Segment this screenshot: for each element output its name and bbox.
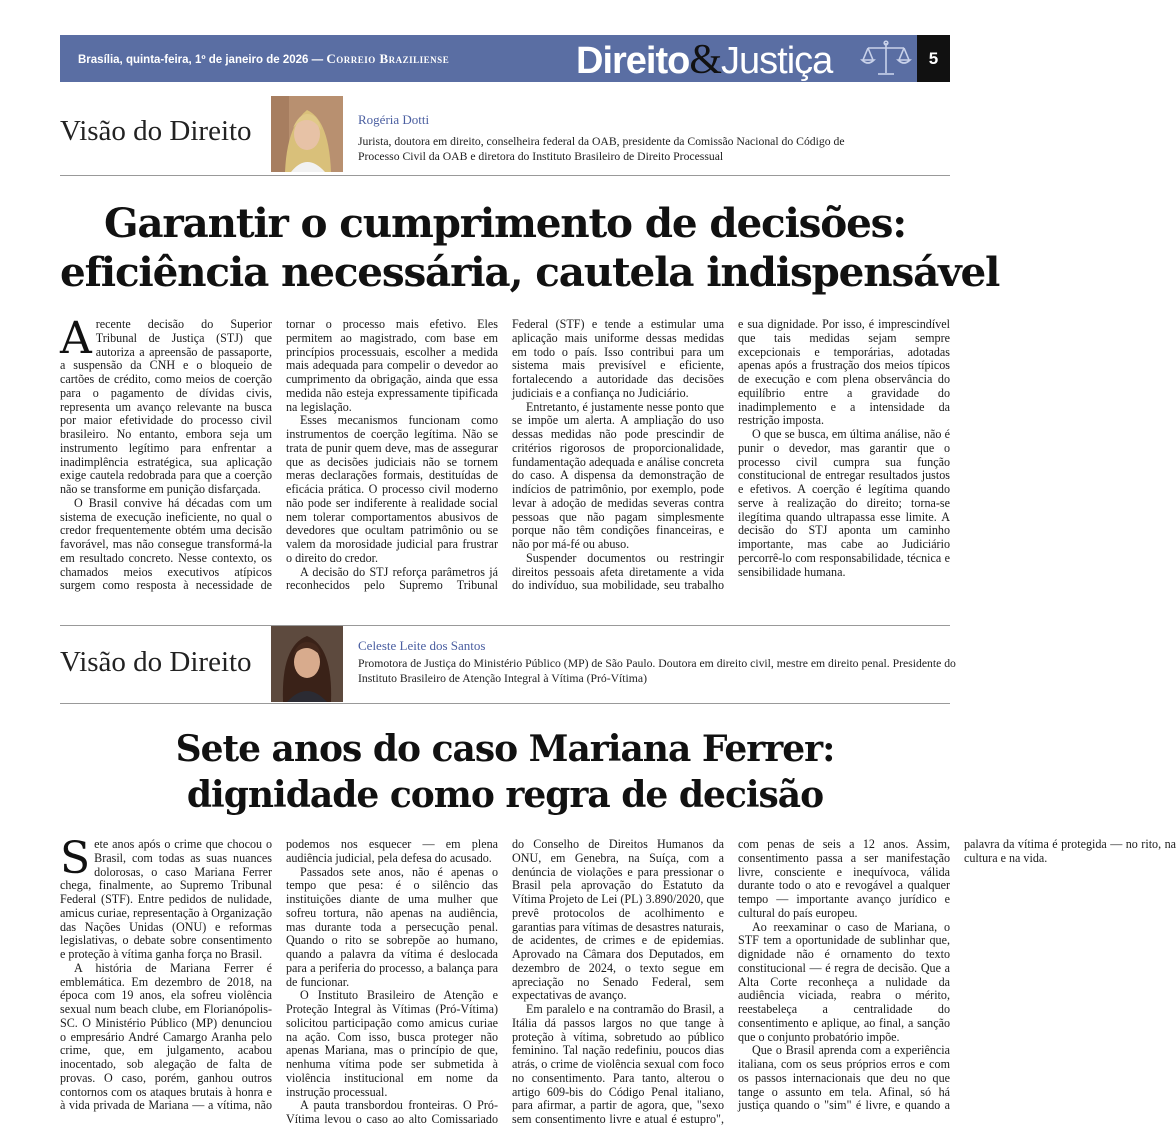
paragraph: Suspender documentos ou restringir direitos pessoais afeta diretamente a vida do indivíduo, sua mobilidade, seu trabalho e sua dignidade. Por isso, é imprescindível que tais medidas sejam sempre excepcionais e temporárias, adotadas apenas após a frustração dos meios típicos de execução e com plena observância do equilíbrio entre a gravidade do inadimplemento e a intensidade da restrição imposta. bbox=[512, 317, 950, 593]
author-portrait-image bbox=[271, 96, 343, 172]
section-title bbox=[576, 36, 832, 84]
author-bio: Jurista, doutora em direito, conselheira federal da OAB, presidente da Comissão Nacional do Código de Processo Civil da OAB e diretora do Instituto Brasileiro de Direito Processual bbox=[358, 135, 845, 163]
paragraph: O que se busca, em última análise, não é punir o devedor, mas garantir que o processo civil cumpra sua função constitucional de entregar resultados justos e efetivos. A coerção é legítima quando serve à realização do direito; torna-se ilegítima quando ultrapassa esse limite. A decisão do STJ aponta um caminho importante, mas cabe ao Judiciário percorrê-lo com responsabilidade, técnica e sensibilidade humana. bbox=[738, 427, 950, 579]
author-bio: Promotora de Justiça do Ministério Público (MP) de São Paulo. Doutora em direito civil, mestre em direito penal. Presidente do Instituto Brasileiro de Atenção Integral à Vítima (Pró-Vítima) bbox=[358, 657, 956, 685]
author-photo-celeste bbox=[271, 626, 343, 702]
paragraph: O Brasil convive há décadas com um sistema de execução ineficiente, no qual o credor frequentemente obtém uma decisão favorável, mas não consegue transformá-la em resultado concreto. Nesse contexto, os chamados meios executivos atípicos surgem como resposta à necessidade de tornar o processo mais efetivo. Eles permitem ao magistrado, com base em princípios processuais, escolher a medida mais adequada para compelir o devedor ao cumprimento da obrigação, ainda que essa medida não esteja expressamente tipificada na legislação. bbox=[60, 317, 498, 593]
page-number: 5 bbox=[917, 35, 950, 82]
article-2-headline bbox=[60, 726, 950, 818]
headline-line-1: Garantir o cumprimento de decisões: bbox=[103, 199, 907, 247]
dateline bbox=[78, 51, 449, 67]
author-name: Celeste Leite dos Santos bbox=[358, 638, 486, 653]
paragraph: O Instituto Brasileiro de Atenção e Proteção Integral às Vítimas (Pró-Vítima) solicitou participação como amicus curiae na ação. Com isso, busca proteger não apenas Mariana, mas o princípio de que, nenhuma vítima pode ser submetida à violência institucional em nome da instrução processual. bbox=[286, 988, 498, 1099]
paragraph: Em paralelo e na contramão do Brasil, a Itália dá passos largos no que tange à proteção à vítima, sobretudo ao público feminino. Tal nação redefiniu, poucos dias atrás, o crime de violência sexual com foco no consentimento. Para tanto, alterou o artigo 609-bis do Código Penal italiano, para afirmar, a partir de agora, que, "sexo sem consentimento livre e atual é estupro", com penas de seis a 12 anos. Assim, consentimento passa a ser manifestação livre, consciente e inequívoca, válida durante todo o ato e revogável a qualquer tempo — importante avanço jurídico e cultural do país europeu. bbox=[512, 837, 950, 1126]
section-title-ampersand: & bbox=[689, 37, 722, 83]
dateline-text: Brasília, quinta-feira, 1º de janeiro de 2026 — bbox=[78, 54, 327, 66]
paragraph: Que o Brasil aprenda com a experiência italiana, com os seus próprios erros e com os passos internacionais que deu no que tange o assunto em tela. Afinal, só há justiça quando o "sim" é livre, e quando a palavra da vítima é protegida — no rito, na cultura e na vida. bbox=[738, 837, 1176, 1113]
column-header-2 bbox=[60, 626, 956, 704]
column-name: Visão do Direito bbox=[60, 646, 252, 678]
author-portrait-image bbox=[271, 626, 343, 702]
drop-cap: A bbox=[60, 313, 92, 364]
headline-line-1: Sete anos do caso Mariana Ferrer: bbox=[175, 728, 835, 770]
author-photo-rogeria bbox=[271, 96, 343, 172]
paragraph: Arecente decisão do Superior Tribunal de Justiça (STJ) que autoriza a apreensão de passaporte, a suspensão da CNH e o bloqueio de cartões de crédito, como meios de coerção para o pagamento de dívidas civis, representa um avanço relevante na busca por maior efetividade do processo civil brasileiro. No entanto, embora seja um instrumento legítimo para enfrentar a inadimplência estratégica, sua aplicação exige cautela redobrada para que a coerção não se transforme em punição disfarçada. bbox=[60, 313, 272, 496]
paragraph: Sete anos após o crime que chocou o Brasil, com todas as suas nuances dolorosas, o caso Mariana Ferrer chega, finalmente, ao Supremo Tribunal Federal (STF). Entre pedidos de nulidade, amicus curiae, representação à Organização das Nações Unidas (ONU) e reformas legislativas, o debate sobre consentimento e proteção à vítima ganha força no Brasil. bbox=[60, 833, 272, 961]
paragraph: Entretanto, é justamente nesse ponto que se impõe um alerta. A ampliação do uso dessas medidas não pode prescindir de critérios rigorosos de proporcionalidade, fundamentação adequada e análise concreta do caso. A dispensa da demonstração de indícios de patrimônio, por exemplo, pode levar à adoção de medidas severas contra pessoas que não pagam simplesmente porque não têm condições financeiras, e não por má-fé ou abuso. bbox=[512, 399, 724, 551]
paragraph: Passados sete anos, não é apenas o tempo que pesa: é o silêncio das instituições diante de uma mulher que sofreu tortura, não apenas na audiência, mas durante toda a persecução penal. Quando o rito se sobrepõe ao humano, quando a palavra da vítima é deslocada para a periferia do processo, a balança para de funcionar. bbox=[286, 864, 498, 989]
drop-cap: S bbox=[60, 833, 91, 884]
section-title-part2: Justiça bbox=[721, 40, 833, 82]
author-name: Rogéria Dotti bbox=[358, 112, 430, 127]
paragraph: Ao reexaminar o caso de Mariana, o STF tem a oportunidade de sublinhar que, dignidade não é ornamento do texto constitucional — é regra de decisão. Que a Alta Corte reconheça a nulidade da audiência viciada, reabra o mérito, reestabeleça a centralidade do consentimento e aplique, ao final, a sanção que o conjunto probatório impõe. bbox=[738, 919, 950, 1044]
scales-of-justice-icon bbox=[860, 39, 912, 79]
newspaper-name: Correio Braziliense bbox=[326, 51, 450, 66]
section-title-part1: Direito bbox=[576, 40, 690, 82]
headline-line-2: eficiência necessária, cautela indispensável bbox=[60, 248, 1000, 296]
paragraph: A pauta transbordou fronteiras. O Pró-Vítima levou o caso ao alto Comissariado do Conselho de Direitos Humanos da ONU, em Genebra, na Suíça, com a denúncia de violações e para pressionar o Brasil pela aprovação do Estatuto da Vítima Projeto de Lei (PL) 3.890/2020, que prevê protocolos de acolhimento e garantias para vítimas de desastres naturais, de acidentes, de crimes e de epidemias. Aprovado na Câmara dos Deputados, em dezembro de 2024, o texto segue em apreciação no Senado Federal, sem expectativas de avanço. bbox=[286, 837, 724, 1126]
paragraph: Esses mecanismos funcionam como instrumentos de coerção legítima. Não se trata de punir quem deve, mas de assegurar que as decisões judiciais não se tornem meras declarações formais, destituídas de eficácia prática. O processo civil moderno não pode ser indiferente à realidade social nem tolerar comportamentos abusivos de devedores que ocultam patrimônio ou se valem da morosidade judicial para frustrar o direito do credor. bbox=[286, 413, 498, 565]
divider bbox=[60, 175, 950, 176]
divider bbox=[60, 703, 950, 704]
paragraph: A história de Mariana Ferrer é emblemática. Em dezembro de 2018, na época com 19 anos, ela sofreu violência sexual num beach clube, em Florianópolis-SC. O Ministério Público (MP) denunciou o empresário André Camargo Aranha pelo crime, que, em julgamento, acabou inocentado, sob alegação de falta de provas. O caso, porém, ganhou outros contornos com os ataques brutais à honra e à vida privada de Mariana — a vítima, não podemos nos esquecer — em plena audiência judicial, pela defesa do acusado. bbox=[60, 837, 498, 1113]
article-1-body bbox=[60, 313, 950, 608]
paragraph: A decisão do STJ reforça parâmetros já reconhecidos pelo Supremo Tribunal Federal (STF) e tende a estimular uma aplicação mais uniforme dessas medidas em todo o país. Isso contribui para um sistema mais previsível e eficiente, fortalecendo a autoridade das decisões judiciais e a confiança no Judiciário. bbox=[286, 317, 724, 593]
article-1-headline bbox=[60, 199, 1000, 297]
masthead bbox=[60, 35, 950, 82]
column-name: Visão do Direito bbox=[60, 115, 252, 147]
column-header-1 bbox=[60, 96, 950, 174]
headline-line-2: dignidade como regra de decisão bbox=[186, 774, 824, 816]
article-2-body bbox=[60, 833, 1176, 1138]
